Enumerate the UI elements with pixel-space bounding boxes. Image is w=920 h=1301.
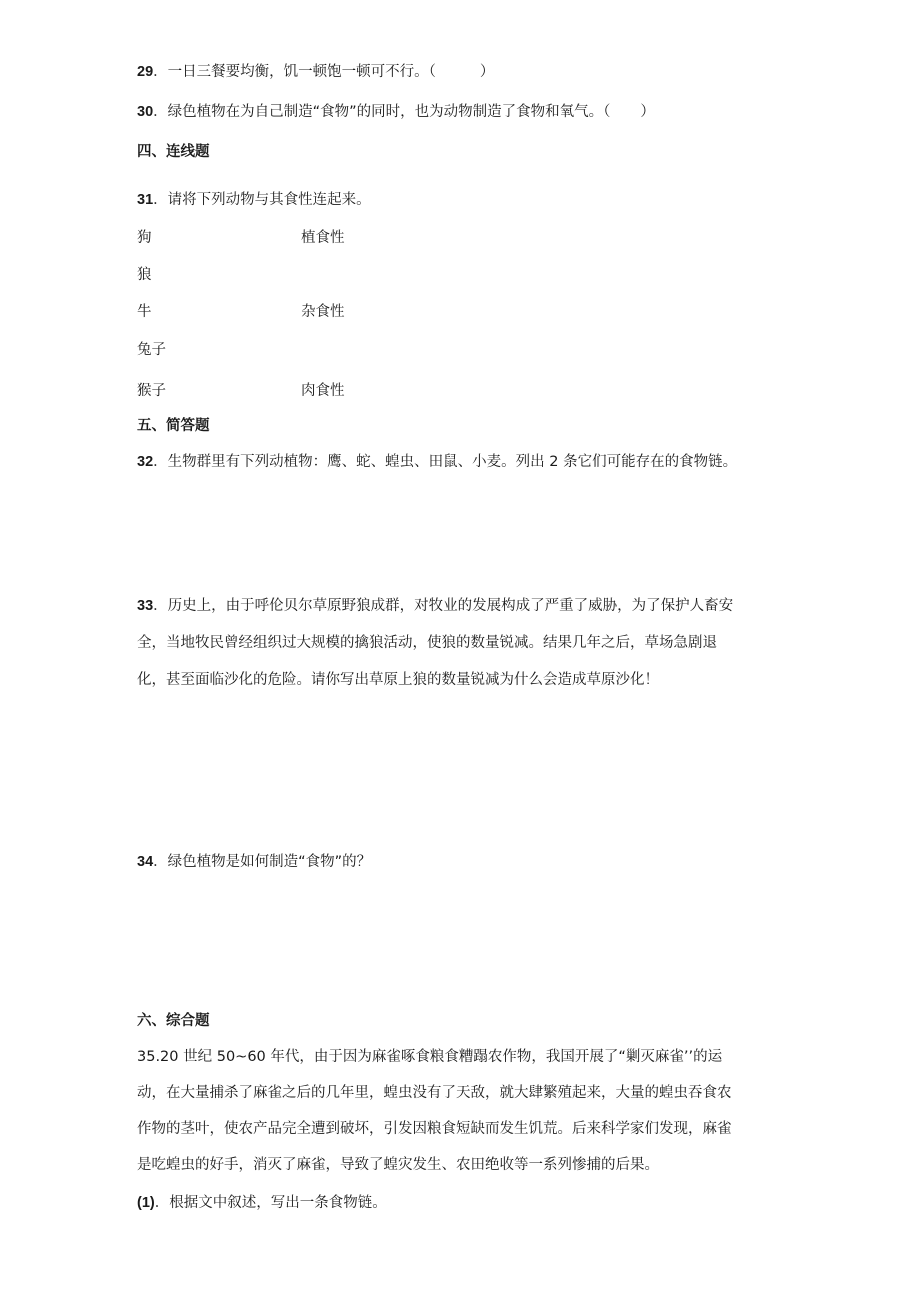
question-35-line-3: 作物的茎叶，使农产品完全遭到破坏，引发因粮食短缺而发生饥荒。后来科学家们发现，麻雀 — [137, 1121, 732, 1137]
animal-item[interactable]: 牛 — [137, 304, 152, 320]
sub-question-text: ．根据文中叙述，写出一条食物链。 — [154, 1195, 387, 1211]
question-35-line-4: 是吃蝗虫的好手，消灭了麻雀，导致了蝗灾发生、农田绝收等一系列惨捕的后果。 — [137, 1157, 659, 1173]
diet-item[interactable]: 植食性 — [301, 230, 345, 246]
question-29 — [137, 62, 494, 82]
bracket-close: ） — [479, 64, 495, 80]
question-33-line-2: 全，当地牧民曾经组织过大规模的擒狼活动，使狼的数量锐减。结果几年之后，草场急剧退 — [137, 635, 717, 651]
question-34 — [137, 852, 371, 872]
question-35-sub-1 — [137, 1193, 387, 1213]
question-text: ．绿色植物是如何制造“食物”的？ — [153, 854, 372, 870]
question-33-line-1 — [137, 596, 733, 616]
section-heading-comprehensive: 六、综合题 — [137, 1013, 210, 1029]
question-30 — [137, 102, 655, 122]
animal-item[interactable]: 兔子 — [137, 342, 166, 358]
animal-item[interactable]: 狗 — [137, 230, 152, 246]
question-text: ．绿色植物在为自己制造“食物”的同时，也为动物制造了食物和氧气。（ — [153, 104, 611, 120]
question-number: 29 — [137, 64, 154, 80]
question-text: ．一日三餐要均衡，饥一顿饱一顿可不行。（ — [153, 64, 436, 80]
question-number: 30 — [137, 104, 154, 120]
section-heading-matching: 四、连线题 — [137, 144, 210, 160]
question-text: ．生物群里有下列动植物：鹰、蛇、蝗虫、田鼠、小麦。列出 2 条它们可能存在的食物链。 — [153, 454, 738, 470]
diet-item[interactable]: 肉食性 — [301, 383, 345, 399]
question-text: ．历史上，由于呼伦贝尔草原野狼成群，对牧业的发展构成了严重了威胁，为了保护人畜安 — [153, 598, 734, 614]
question-number: 34 — [137, 854, 154, 870]
question-31 — [137, 190, 371, 210]
question-35-line-1: 35.20 世纪 50~60 年代，由于因为麻雀啄食粮食糟蹋农作物，我国开展了“剿灭麻雀’’的运 — [137, 1049, 723, 1065]
question-35-line-2: 动，在大量捕杀了麻雀之后的几年里，蝗虫没有了天敌，就大肆繁殖起来，大量的蝗虫吞食农 — [137, 1085, 732, 1101]
section-heading-short-answer: 五、简答题 — [137, 418, 210, 434]
question-text: ．请将下列动物与其食性连起来。 — [153, 192, 371, 208]
animal-item[interactable]: 狼 — [137, 267, 152, 283]
question-number: 32 — [137, 454, 154, 470]
question-number: 33 — [137, 598, 154, 614]
question-33-line-3: 化，甚至面临沙化的危险。请你写出草原上狼的数量锐减为什么会造成草原沙化！ — [137, 672, 659, 688]
question-32 — [137, 452, 737, 472]
diet-item[interactable]: 杂食性 — [301, 304, 345, 320]
sub-question-number: (1) — [137, 1195, 155, 1211]
animal-item[interactable]: 猴子 — [137, 383, 166, 399]
bracket-close: ） — [640, 104, 655, 120]
question-number: 31 — [137, 192, 154, 208]
